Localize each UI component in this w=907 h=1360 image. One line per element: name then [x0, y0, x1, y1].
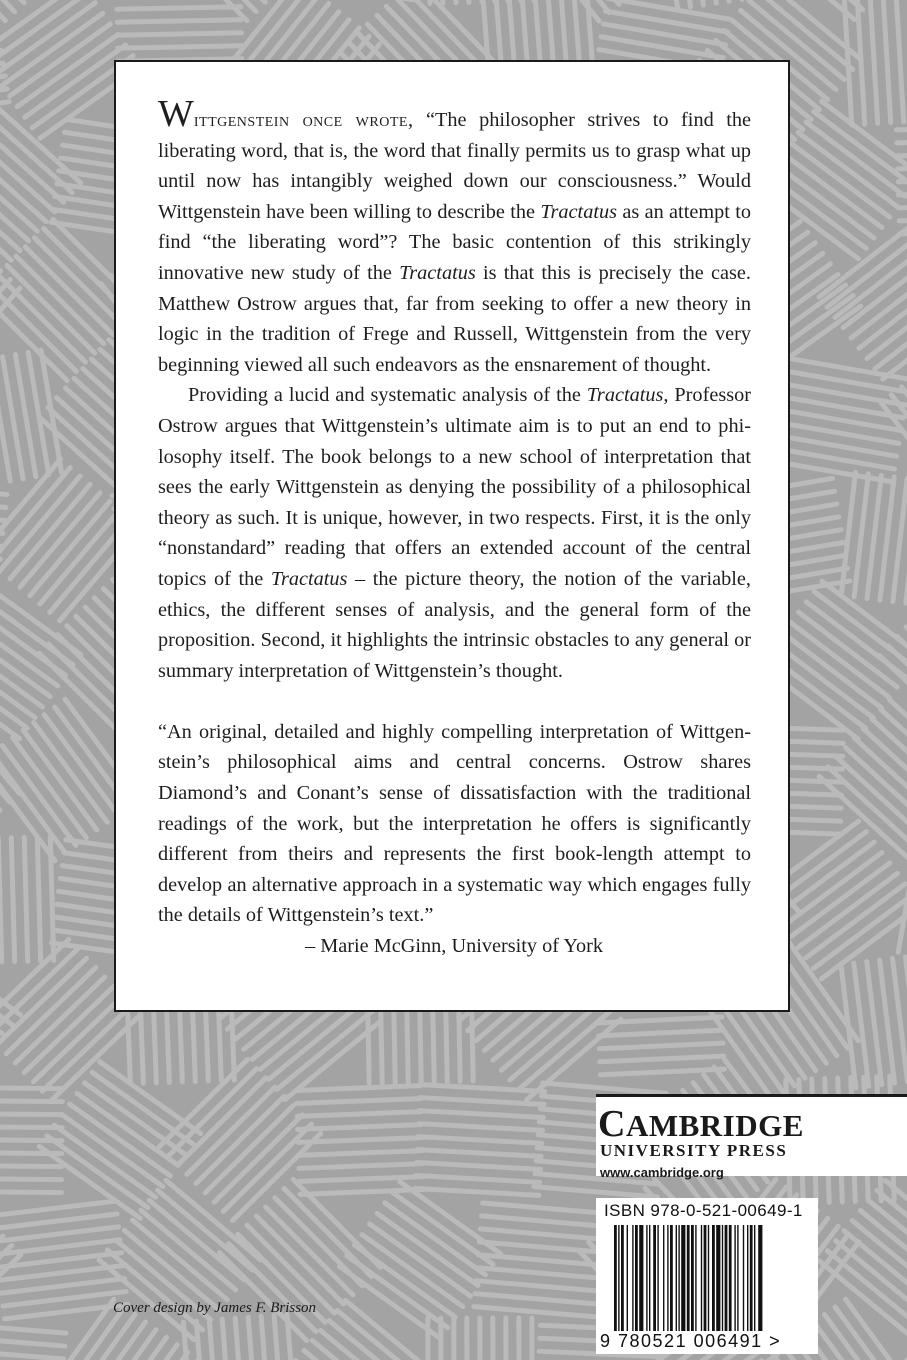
- drop-cap: W: [158, 93, 194, 135]
- paragraph-1-text-c: is that this is precisely the case. Matthew Ostrow argues that, far from seeking to offer a new theory in logic in the tradition of Frege and Russell, Wittgenstein from the very beginning viewed all such endeavors as the ensnarement of thought.: [158, 261, 751, 376]
- barcode-bars: [614, 1225, 804, 1331]
- publisher-url: www.cambridge.org: [600, 1165, 724, 1180]
- blurb-paragraph-1: [158, 93, 751, 380]
- paragraph-1-text-a: “The philosopher strives to find the liberating word, that is, the word that finally permits us to grasp what up until now has intangibly weighed down our consciousness.” Would Wittgenstein have been willing to describe the: [158, 109, 751, 223]
- opening-smallcaps: ittgenstein once wrote,: [193, 109, 414, 131]
- cover-design-credit: Cover design by James F. Brisson: [113, 1300, 317, 1316]
- publisher-name: CAMBRIDGE: [598, 1103, 804, 1145]
- paragraph-2-text-c: – the picture theory, the notion of the variable, ethics, the different senses of analysis, and the general form of the proposition. Second, it highlights the intrinsic obstacles to any general or summary interpretation of Wittgenstein’s thought.: [158, 567, 751, 682]
- isbn-label: ISBN 978-0-521-00649-1: [604, 1201, 803, 1220]
- title-italic: Tractatus: [270, 567, 348, 590]
- publisher-logo: [596, 1094, 907, 1180]
- blurb-paragraph-2: [158, 380, 751, 686]
- publisher-subtitle: UNIVERSITY PRESS: [600, 1141, 788, 1160]
- paragraph-1-text-b: as an attempt to find “the liberating word”? The basic contention of this strikingly innovative new study of the: [158, 200, 751, 284]
- title-italic: Tractatus: [399, 261, 476, 284]
- isbn-barcode: [596, 1198, 818, 1354]
- endorsement-quote: “An original, detailed and highly compelling interpretation of Wittgenstein’s philosophical aims and central concerns. Ostrow shares Diamond’s and Conant’s sense of dissatisfaction with the traditional readings of the work, but the interpretation he offers is significantly different from theirs and represents the first book-length attempt to develop an alternative approach in a systematic way which engages fully the details of Wittgenstein’s text.”: [158, 720, 751, 927]
- title-italic: Tractatus: [586, 384, 664, 407]
- title-italic: Tractatus: [540, 200, 617, 223]
- blurb-text: [158, 93, 751, 962]
- paragraph-2-text-b: , Professor Ostrow argues that Wittgenstein’s ultimate aim is to put an end to philosophy itself. The book belongs to a new school of interpretation that sees the early Wittgenstein as denying the possibility of a philosophical theory as such. It is unique, however, in two respects. First, it is the only “nonstandard” reading that offers an extended account of the central topics of the: [158, 384, 751, 590]
- paragraph-2-text-a: Providing a lucid and systematic analysis of the: [188, 384, 587, 407]
- endorsement-attribution: – Marie McGinn, University of York: [305, 935, 603, 958]
- barcode-digits: 9 780521 006491 >: [600, 1331, 782, 1351]
